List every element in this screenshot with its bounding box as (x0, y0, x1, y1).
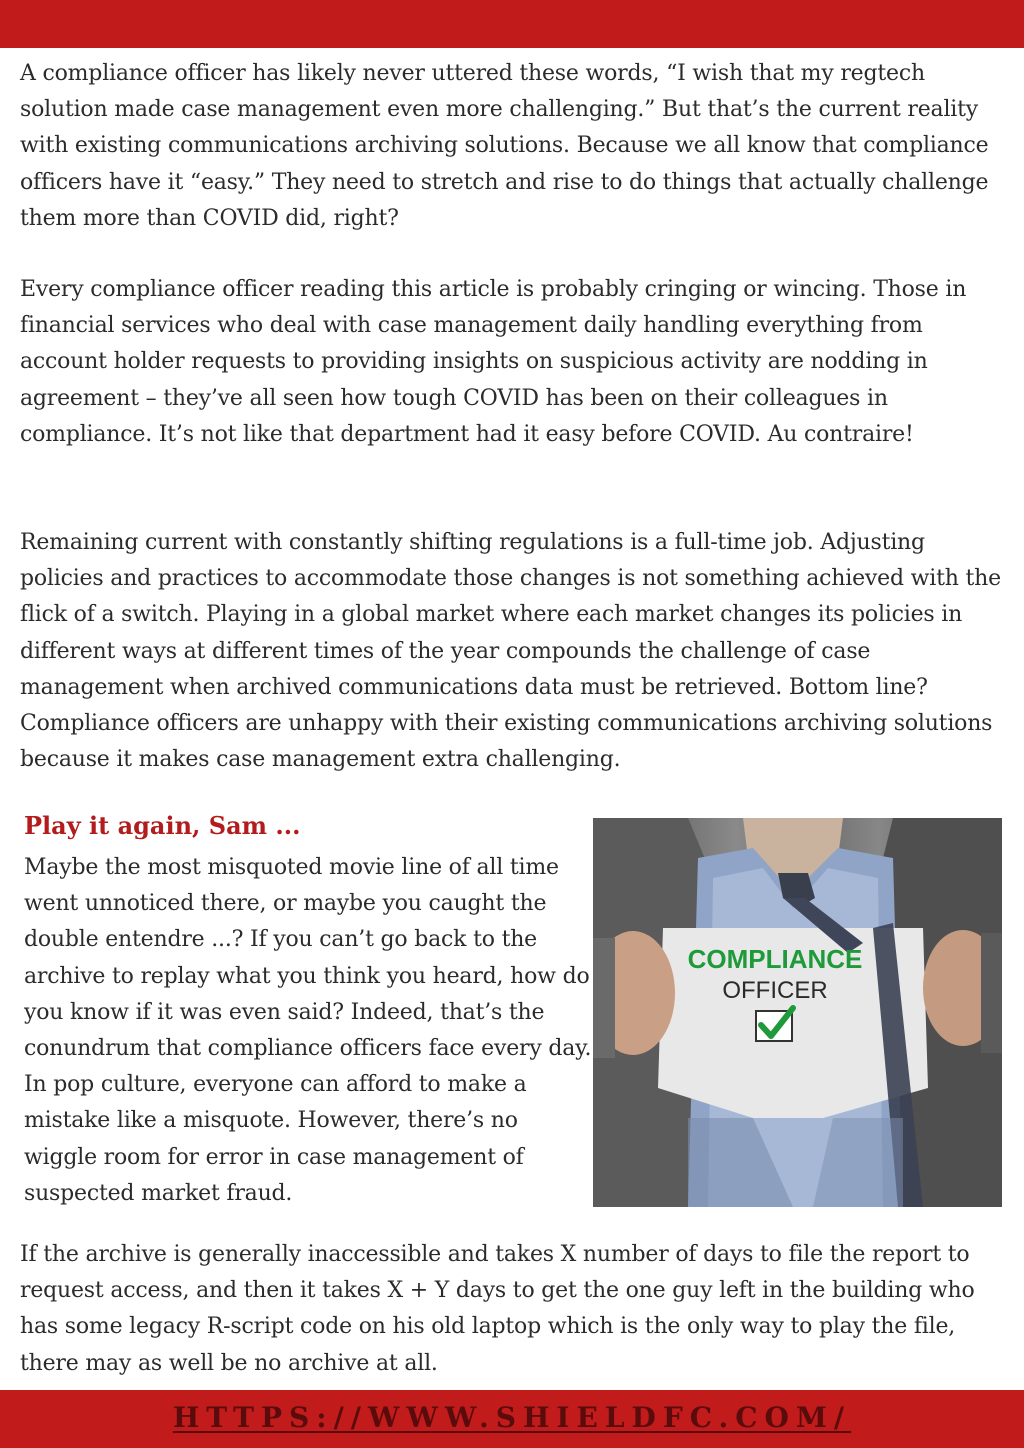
shirt-text-compliance: COMPLIANCE (687, 944, 863, 974)
footer-banner (0, 1390, 1024, 1448)
section-heading: Play it again, Sam ... (24, 811, 301, 840)
closing-paragraph: If the archive is generally inaccessible and takes X number of days to file the report to request access, and then it takes X + Y days to get the one guy left in the building who has some legacy R-script code on his old laptop which is the only way to play the file, there may as well be no archive at all. (20, 1242, 975, 1376)
intro-paragraph: A compliance officer has likely never uttered these words, “I wish that my regtech solution made case management even more challenging.” But that’s the current reality with existing communications archiving solutions. Because we all know that compliance officers have it “easy.” They need to stretch and rise to do things that actually challenge them more than COVID did, right? (20, 61, 989, 231)
third-paragraph: Remaining current with constantly shifting regulations is a full-time job. Adjusting policies and practices to accommodate those changes is not something achieved with the flick of a switch. Playing in a global market where each market changes its policies in different ways at different times of the year compounds the challenge of case management when archived communications data must be retrieved. Bottom line? Compliance officers are unhappy with their existing communications archiving solutions because it makes case management extra challenging. (20, 530, 1001, 773)
top-banner (0, 0, 1024, 48)
compliance-officer-photo (593, 818, 1002, 1207)
checkmark-icon (756, 1008, 793, 1041)
section-body: Maybe the most misquoted movie line of all time went unnoticed there, or maybe you caught the double entendre ...? If you can’t go back to the archive to replay what you think you heard, how do you know if it was even said? Indeed, that’s the conundrum that compliance officers face every day. In pop culture, everyone can afford to make a mistake like a misquote. However, there’s no wiggle room for error in case management of suspected market fraud. (24, 855, 592, 1206)
shirt-text-officer: OFFICER (722, 977, 828, 1004)
website-link[interactable]: HTTPS://WWW.SHIELDFC.COM/ (172, 1401, 852, 1434)
second-paragraph: Every compliance officer reading this article is probably cringing or wincing. Those in financial services who deal with case management daily handling everything from account holder requests to providing insights on suspicious activity are nodding in agreement – they’ve all seen how tough COVID has been on their colleagues in compliance. It’s not like that department had it easy before COVID. Au contraire! (20, 277, 967, 447)
compliance-officer-illustration (593, 818, 1002, 1207)
